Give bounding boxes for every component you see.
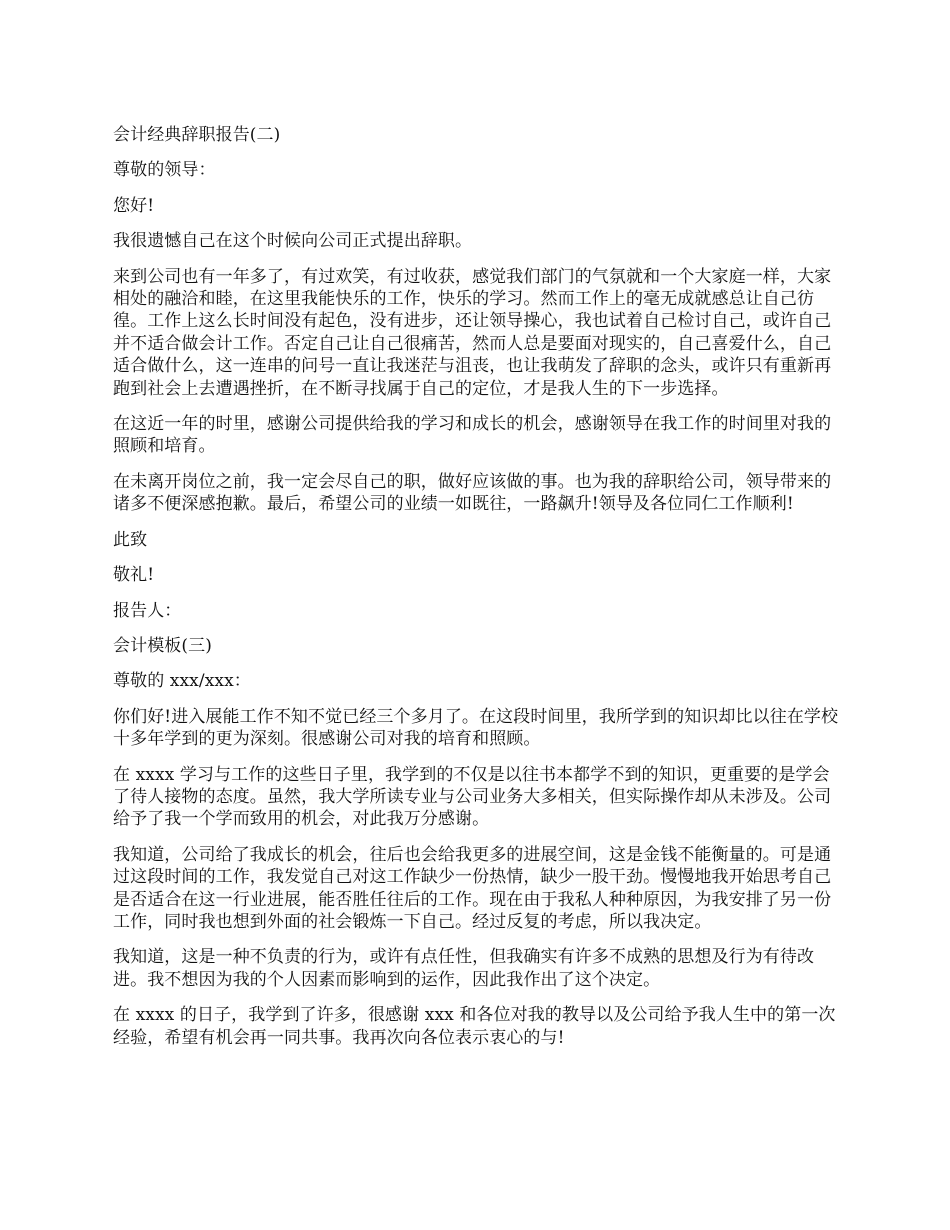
- closing-phrase: 此致: [113, 529, 148, 550]
- document-body: [113, 124, 843, 1062]
- body-paragraph: 在 xxxx 的日子，我学到了许多，很感谢 xxx 和各位对我的教导以及公司给予我人生中的第一次经验，希望有机会再一同共事。我再次向各位表示衷心的与!: [113, 1005, 836, 1048]
- body-paragraph: 我知道，公司给了我成长的机会，往后也会给我更多的进展空间，这是金钱不能衡量的。可是通过这段时间的工作，我发觉自己对这工作缺少一份热情，缺少一股干劲。慢慢地我开始思考自己是否适合在这一行业进展，能否胜任往后的工作。现在由于我私人种种原因，为我安排了另一份工作，同时我也想到外面的社会锻炼一下自己。经过反复的考虑，所以我决定。: [113, 844, 832, 932]
- body-paragraph: 我知道，这是一种不负责的行为，或许有点任性，但我确实有许多不成熟的思想及行为有待改进。我不想因为我的个人因素而影响到的运作，因此我作出了这个决定。: [113, 947, 815, 990]
- body-paragraph: 在未离开岗位之前，我一定会尽自己的职，做好应该做的事。也为我的辞职给公司，领导带来的诸多不便深感抱歉。最后，希望公司的业绩一如既往，一路飙升!领导及各位同仁工作顺利!: [113, 471, 832, 515]
- salutation: 尊敬的领导：: [113, 160, 216, 181]
- opening-paragraph: 我很遗憾自己在这个时候向公司正式提出辞职。: [113, 231, 473, 252]
- greeting: 您好!: [113, 195, 155, 216]
- salutation: 尊敬的 xxx/xxx：: [113, 671, 251, 692]
- signature-line: 报告人：: [113, 600, 182, 621]
- body-paragraph: 在 xxxx 学习与工作的这些日子里，我学到的不仅是以往书本都学不到的知识，更重要的是学会了待人接物的态度。虽然，我大学所读专业与公司业务大多相关，但实际操作却从未涉及。公司给予了我一个学而致用的机会，对此我万分感谢。: [113, 764, 832, 830]
- body-paragraph: 你们好!进入展能工作不知不觉已经三个多月了。在这段时间里，我所学到的知识却比以往在学校十多年学到的更为深刻。很感谢公司对我的培育和照顾。: [113, 706, 839, 750]
- body-paragraph: 在这近一年的时里，感谢公司提供给我的学习和成长的机会，感谢领导在我工作的时间里对我的照顾和培育。: [113, 414, 832, 457]
- heading-letter-2: 会计经典辞职报告(二): [113, 125, 281, 145]
- heading-template-3: 会计模板(三): [113, 635, 212, 656]
- closing-salute: 敬礼!: [113, 565, 155, 586]
- body-paragraph: 来到公司也有一年多了，有过欢笑，有过收获，感觉我们部门的气氛就和一个大家庭一样，大家相处的融洽和睦，在这里我能快乐的工作，快乐的学习。然而工作上的毫无成就感总让自己彷徨。工作上这么长时间没有起色，没有进步，还让领导操心，我也试着自己检讨自己，或许自己并不适合做会计工作。否定自己让自己很痛苦，然而人总是要面对现实的，自己喜爱什么，自己适合做什么，这一连串的问号一直让我迷茫与沮丧，也让我萌发了辞职的念头，或许只有重新再跑到社会上去遭遇挫折，在不断寻找属于自己的定位，才是我人生的下一步选择。: [113, 266, 832, 399]
